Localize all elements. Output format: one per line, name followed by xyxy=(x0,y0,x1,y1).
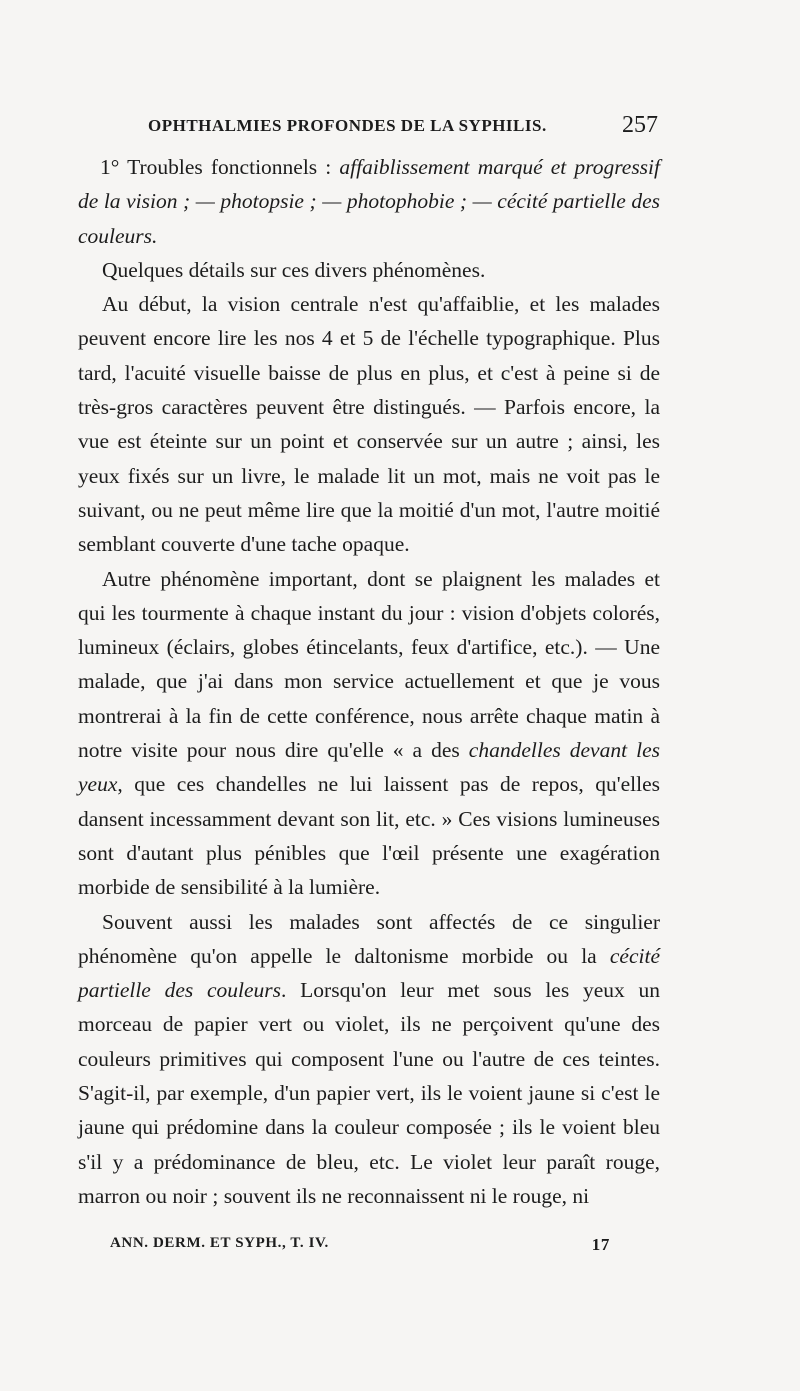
paragraph-text: . Lorsqu'on leur met sous les yeux un morceau de papier vert ou violet, ils ne perçoivent qu'une des couleurs primitives qui composent l'une ou l'autre de ces teintes. S'agit-il, par exemple, d'un papier vert, ils le voient jaune si c'est le jaune qui prédomine dans la couleur composée ; ils le voient bleu s'il y a prédominance de bleu, etc. Le violet leur paraît rouge, marron ou noir ; souvent ils ne reconnaissent ni le rouge, ni xyxy=(78,978,660,1208)
paragraph-text: Quelques détails sur ces divers phénomènes. xyxy=(102,257,486,282)
paragraph xyxy=(78,287,660,561)
page-number: 257 xyxy=(622,112,658,138)
page-footer xyxy=(110,1235,610,1259)
sheet-number: 17 xyxy=(591,1235,610,1254)
paragraph xyxy=(78,905,660,1214)
italic-text: chandelles devant les yeux xyxy=(78,738,660,797)
body-text xyxy=(78,150,660,1213)
paragraph-text: , que ces chandelles ne lui laissent pas de repos, qu'elles dansent incessamment devant son lit, etc. » Ces visions lumineuses sont d'autant plus pénibles que l'œil présente une exagération morbide de sensibilité à la lumière. xyxy=(78,772,660,900)
paragraph xyxy=(78,150,660,253)
paragraph xyxy=(78,562,660,905)
paragraph-text: 1° Troubles fonctionnels : xyxy=(100,155,340,179)
paragraph-text: Autre phénomène important, dont se plaignent les malades et qui les tourmente à chaque instant du jour : vision d'objets colorés, lumineux (éclairs, globes étincelants, feux d'artifice, etc.). — Une malade, que j'ai dans mon service actuellement et que je vous montrerai à la fin de cette conférence, nous arrête chaque matin à notre visite pour nous dire qu'elle « a des xyxy=(78,566,660,763)
paragraph xyxy=(78,253,660,287)
italic-text: cécité partielle des couleurs xyxy=(78,943,660,1003)
paragraph-text: Au début, la vision centrale n'est qu'affaiblie, et les malades peuvent encore lire les nos 4 et 5 de l'échelle typographique. Plus tard, l'acuité visuelle baisse de plus en plus, et c'est à peine si de très-gros caractères peuvent être distingués. — Parfois encore, la vue est éteinte sur un point et conservée sur un autre ; ainsi, les yeux fixés sur un livre, le malade lit un mot, mais ne voit pas le suivant, ou ne peut même lire que la moitié d'un mot, l'autre moitié semblant couverte d'une tache opaque. xyxy=(78,292,660,557)
paragraph-text: Souvent aussi les malades sont affectés de ce singulier phénomène qu'on appelle le daltonisme morbide ou la xyxy=(78,909,660,968)
running-header xyxy=(138,112,658,146)
italic-text: affaiblissement marqué et progressif de la vision ; — photopsie ; — photophobie ; — cécité partielle des couleurs. xyxy=(78,155,660,248)
signature-mark: ANN. DERM. ET SYPH., T. IV. xyxy=(110,1235,329,1251)
running-title: OPHTHALMIES PROFONDES DE LA SYPHILIS. xyxy=(148,116,547,135)
